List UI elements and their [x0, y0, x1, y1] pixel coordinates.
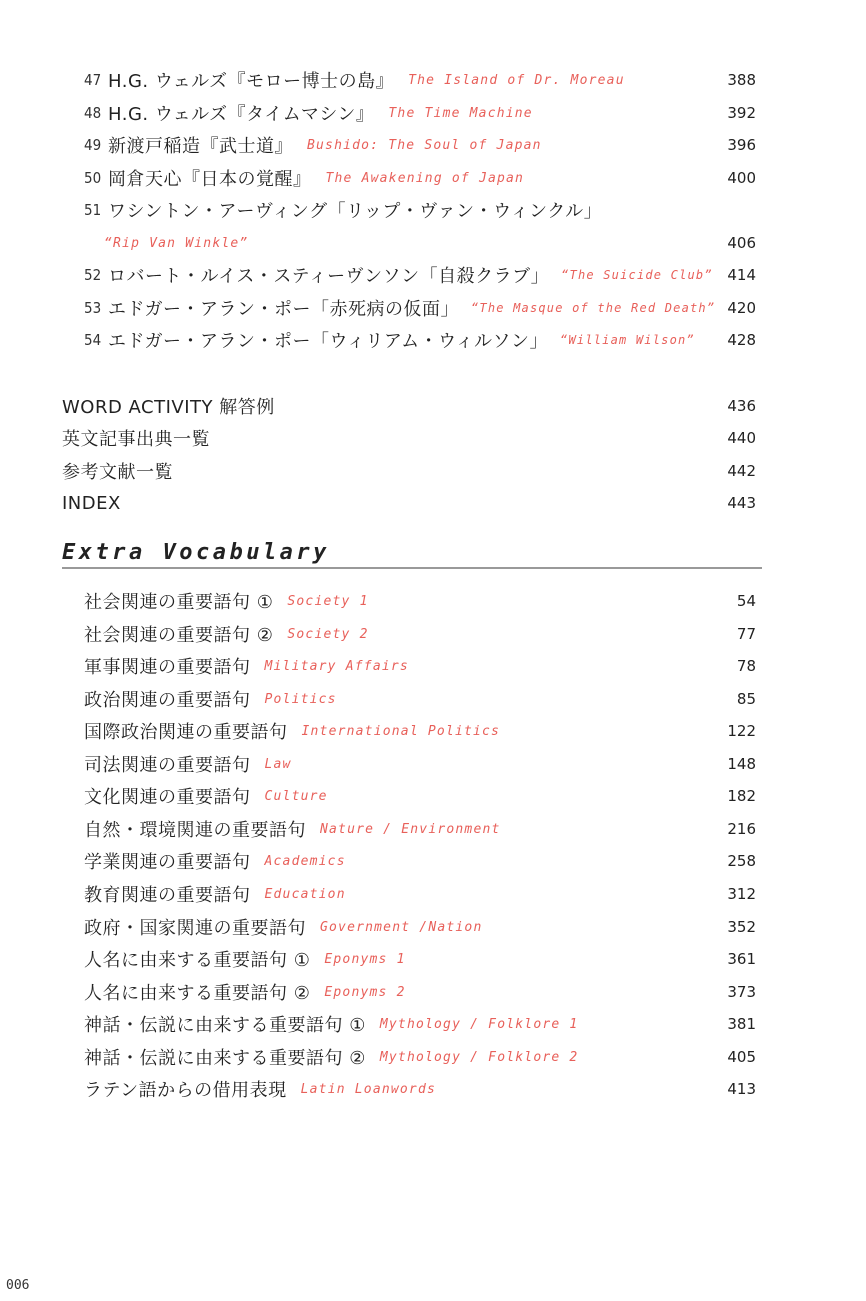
- entry-title-jp: エドガー・アラン・ポー「赤死病の仮面」: [108, 299, 459, 320]
- entry-title-jp: 新渡戸稲造『武士道』: [108, 136, 293, 157]
- back-matter-page: 436: [727, 397, 756, 415]
- vocab-page-number: 148: [727, 755, 756, 773]
- entry-page-number: 406: [727, 234, 756, 252]
- vocab-entry: [84, 911, 482, 943]
- back-matter-page: 443: [727, 494, 756, 512]
- vocab-title-en: Society 1: [287, 593, 369, 609]
- entry-number: 49: [84, 136, 102, 154]
- vocab-entry: [84, 878, 346, 910]
- entry-title-jp: ワシントン・アーヴィング「リップ・ヴァン・ウィンクル」: [108, 201, 603, 222]
- entry-number: 54: [84, 331, 102, 349]
- vocab-title-jp: ラテン語からの借用表現: [84, 1080, 287, 1101]
- vocab-title-en: Society 2: [287, 626, 369, 642]
- entry-title-jp: ロバート・ルイス・スティーヴンソン「自殺クラブ」: [108, 266, 550, 287]
- section-heading: Extra Vocabulary: [62, 540, 762, 569]
- entry-title-en: “Rip Van Winkle”: [104, 235, 249, 251]
- toc-entry-47: [84, 64, 625, 96]
- vocab-title-en: Military Affairs: [264, 658, 409, 674]
- vocab-page-number: 405: [727, 1048, 756, 1066]
- vocab-entry: [84, 976, 406, 1008]
- back-matter-label: WORD ACTIVITY 解答例: [62, 397, 275, 418]
- entry-number: 50: [84, 169, 102, 187]
- entry-page-number: 400: [727, 169, 756, 187]
- page-folio: 006: [6, 1278, 30, 1293]
- entry-number: 51: [84, 201, 102, 219]
- vocab-page-number: 54: [736, 592, 756, 610]
- entry-page-number: 396: [727, 136, 756, 154]
- vocab-page-number: 122: [727, 722, 756, 740]
- vocab-page-number: 78: [736, 657, 756, 675]
- vocab-page-number: 381: [727, 1015, 756, 1033]
- entry-page-number: 388: [727, 71, 756, 89]
- toc-entry-53: [84, 292, 715, 324]
- entry-title-jp: 岡倉天心『日本の覚醒』: [108, 169, 312, 190]
- vocab-title-en: Academics: [264, 853, 346, 869]
- vocab-title-jp: 社会関連の重要語句 ①: [84, 592, 274, 613]
- entry-title-en: “The Suicide Club”: [561, 268, 713, 282]
- vocab-page-number: 373: [727, 983, 756, 1001]
- toc-entry-52: [84, 259, 713, 291]
- vocab-entry: [84, 748, 292, 780]
- toc-entry-51-english: [94, 227, 248, 259]
- vocab-entry: [84, 1041, 578, 1073]
- vocab-entry: [84, 845, 346, 877]
- vocab-title-jp: 社会関連の重要語句 ②: [84, 625, 274, 646]
- vocab-title-en: Culture: [264, 788, 328, 804]
- vocab-entry: [84, 1008, 578, 1040]
- entry-number: 53: [84, 299, 102, 317]
- entry-page-number: 420: [727, 299, 756, 317]
- back-matter-word-activity: [62, 390, 275, 422]
- vocab-page-number: 182: [727, 787, 756, 805]
- entry-title-en: “William Wilson”: [560, 333, 695, 347]
- back-matter-label: 参考文献一覧: [62, 462, 173, 483]
- vocab-entry: [84, 585, 369, 617]
- entry-page-number: 414: [727, 266, 756, 284]
- vocab-entry: [84, 715, 500, 747]
- vocab-title-en: Politics: [264, 691, 337, 707]
- vocab-page-number: 258: [727, 852, 756, 870]
- vocab-entry: [84, 650, 409, 682]
- back-matter-page: 442: [727, 462, 756, 480]
- vocab-entry: [84, 813, 501, 845]
- vocab-page-number: 312: [727, 885, 756, 903]
- vocab-page-number: 216: [727, 820, 756, 838]
- vocab-title-en: Law: [264, 756, 292, 772]
- vocab-title-en: Eponyms 1: [324, 951, 406, 967]
- vocab-title-jp: 学業関連の重要語句: [84, 852, 251, 873]
- back-matter-sources: [62, 422, 210, 454]
- vocab-page-number: 352: [727, 918, 756, 936]
- vocab-title-jp: 司法関連の重要語句: [84, 755, 251, 776]
- vocab-entry: [84, 618, 369, 650]
- vocab-entry: [84, 683, 337, 715]
- toc-entry-49: [84, 129, 542, 161]
- entry-page-number: 428: [727, 331, 756, 349]
- back-matter-label: 英文記事出典一覧: [62, 429, 210, 450]
- back-matter-page: 440: [727, 429, 756, 447]
- vocab-page-number: 361: [727, 950, 756, 968]
- vocab-title-jp: 国際政治関連の重要語句: [84, 722, 288, 743]
- back-matter-references: [62, 455, 173, 487]
- entry-page-number: 392: [727, 104, 756, 122]
- back-matter-index: [62, 487, 121, 519]
- vocab-title-jp: 政治関連の重要語句: [84, 690, 251, 711]
- vocab-title-jp: 政府・国家関連の重要語句: [84, 918, 306, 939]
- vocab-title-en: Mythology / Folklore 2: [379, 1049, 579, 1065]
- entry-number: 47: [84, 71, 102, 89]
- entry-title-en: The Awakening of Japan: [325, 170, 525, 186]
- vocab-title-en: Nature / Environment: [320, 821, 501, 837]
- vocab-title-jp: 軍事関連の重要語句: [84, 657, 251, 678]
- entry-number: 48: [84, 104, 102, 122]
- vocab-title-en: International Politics: [301, 723, 501, 739]
- vocab-title-en: Eponyms 2: [324, 984, 406, 1000]
- entry-title-en: The Island of Dr. Moreau: [408, 72, 625, 88]
- toc-entry-50: [84, 162, 524, 194]
- vocab-title-en: Latin Loanwords: [300, 1081, 437, 1097]
- vocab-title-jp: 自然・環境関連の重要語句: [84, 820, 306, 841]
- vocab-entry: [84, 1073, 436, 1105]
- toc-entry-54: [84, 324, 695, 356]
- vocab-title-jp: 人名に由来する重要語句 ①: [84, 950, 311, 971]
- entry-title-en: “The Masque of the Red Death”: [470, 301, 716, 315]
- vocab-title-jp: 教育関連の重要語句: [84, 885, 251, 906]
- vocab-page-number: 413: [727, 1080, 756, 1098]
- entry-title-jp: H.G. ウェルズ『タイムマシン』: [108, 104, 375, 125]
- toc-entry-51: [84, 194, 602, 226]
- vocab-title-en: Government /Nation: [320, 919, 483, 935]
- entry-title-jp: エドガー・アラン・ポー「ウィリアム・ウィルソン」: [108, 331, 549, 352]
- entry-title-en: The Time Machine: [388, 105, 533, 121]
- back-matter-label: INDEX: [62, 492, 121, 514]
- vocab-title-jp: 神話・伝説に由来する重要語句 ①: [84, 1015, 366, 1036]
- vocab-page-number: 85: [736, 690, 756, 708]
- vocab-entry: [84, 943, 406, 975]
- entry-number: 52: [84, 266, 102, 284]
- vocab-title-jp: 人名に由来する重要語句 ②: [84, 983, 311, 1004]
- vocab-title-jp: 神話・伝説に由来する重要語句 ②: [84, 1048, 366, 1069]
- entry-title-jp: H.G. ウェルズ『モロー博士の島』: [108, 71, 395, 92]
- vocab-title-en: Mythology / Folklore 1: [379, 1016, 579, 1032]
- toc-entry-48: [84, 97, 533, 129]
- vocab-entry: [84, 780, 328, 812]
- entry-title-en: Bushido: The Soul of Japan: [307, 137, 542, 153]
- vocab-title-en: Education: [264, 886, 346, 902]
- vocab-title-jp: 文化関連の重要語句: [84, 787, 251, 808]
- vocab-page-number: 77: [736, 625, 756, 643]
